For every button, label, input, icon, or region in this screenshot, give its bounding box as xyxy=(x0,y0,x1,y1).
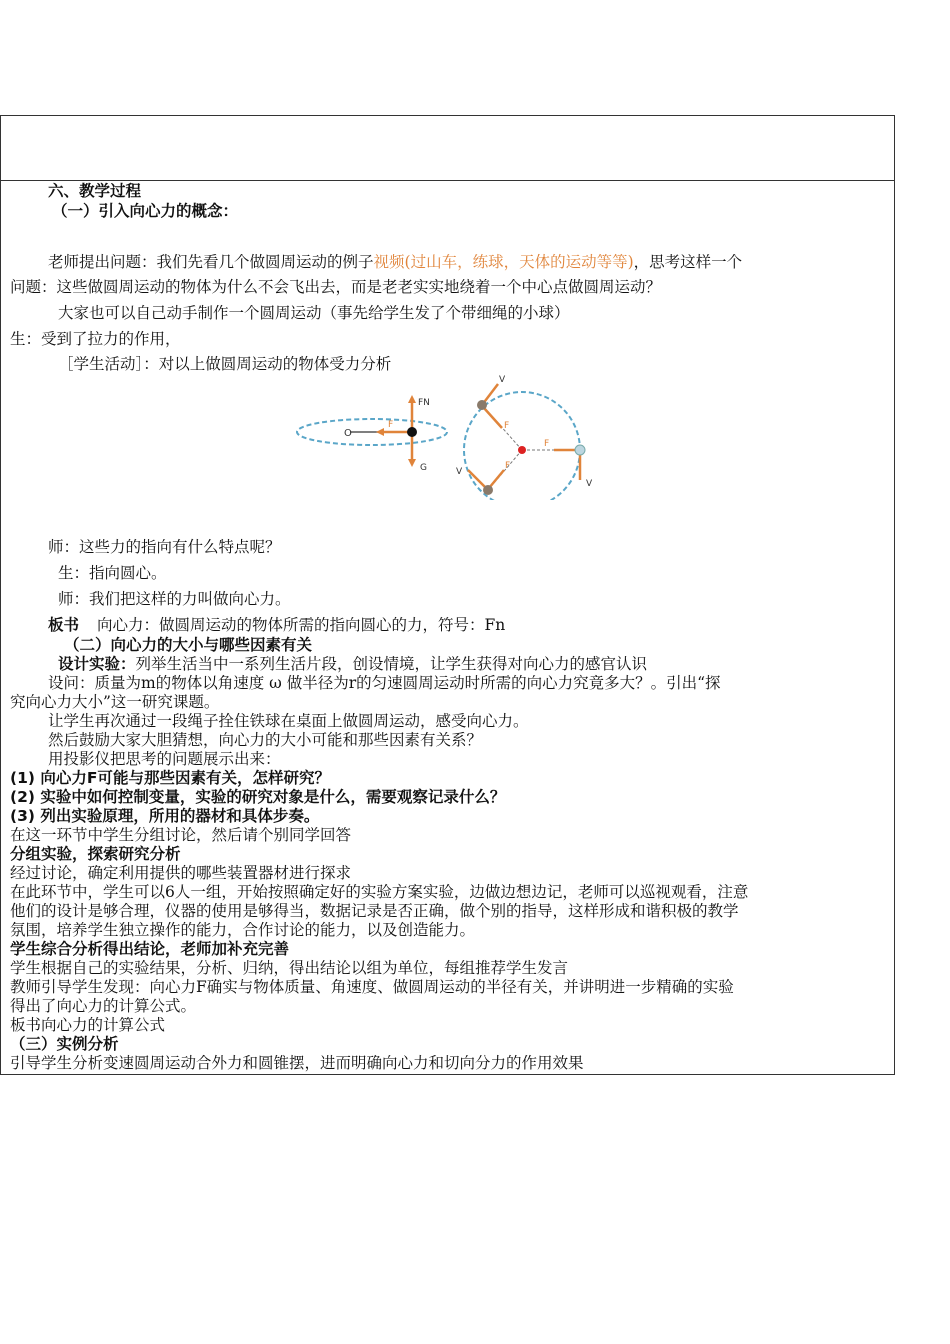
section2-paragraph1: 让学生再次通过一段绳子拴住铁球在桌面上做圆周运动，感受向心力。 xyxy=(48,712,529,730)
design-experiment xyxy=(58,655,647,673)
board-note xyxy=(48,616,505,634)
force-label-2: F xyxy=(544,439,550,449)
question-item-3: (3) 列出实验原理，所用的器材和具体步奏。 xyxy=(10,807,320,825)
tension-label: F xyxy=(388,420,394,430)
section2-paragraph2: 然后鼓励大家大胆猜想，向心力的大小可能和那些因素有关系？ xyxy=(48,731,483,749)
p1-text-end: ，思考这样一个 xyxy=(633,253,743,271)
gravity-arrowhead xyxy=(408,459,416,467)
teacher-question: 师：这些力的指向有什么特点呢？ xyxy=(48,538,281,556)
section1-title: （一）引入向心力的概念： xyxy=(52,202,239,220)
design-label: 设计实验： xyxy=(58,655,136,673)
normal-force-arrowhead xyxy=(408,395,416,403)
force-label-1: F xyxy=(504,421,510,431)
tension-arrowhead xyxy=(376,428,384,436)
design-text: 列举生活当中一系列生活片段，创设情境，让学生获得对向心力的感官认识 xyxy=(135,655,648,673)
section1-paragraph3: 生：受到了拉力的作用， xyxy=(10,330,181,348)
ball-1 xyxy=(477,400,487,410)
section2-paragraph8-line2: 得出了向心力的计算公式。 xyxy=(10,997,197,1015)
force-diagram xyxy=(292,370,612,500)
center-o-label: O xyxy=(344,428,352,439)
section1-paragraph1 xyxy=(48,253,742,271)
question-item-2: (2) 实验中如何控制变量，实验的研究对象是什么，需要观察记录什么？ xyxy=(10,788,506,806)
velocity-label-3: V xyxy=(456,467,463,477)
section2-title: （二）向心力的大小与哪些因素有关 xyxy=(64,636,313,654)
section2-paragraph6-line2: 他们的设计是够合理，仪器的使用是够得当，数据记录是否正确，做个别的指导，这样形成和谐积极的教学 xyxy=(10,902,739,920)
section2-paragraph4: 在这一环节中学生分组讨论，然后请个别同学回答 xyxy=(10,826,352,844)
section2-paragraph6-line1: 在此环节中，学生可以6人一组，开始按照确定好的实验方案实验，边做边想边记，老师可以巡视观看，注意 xyxy=(10,883,749,901)
subheading-group-experiment: 分组实验，探索研究分析 xyxy=(10,845,181,863)
question-item-1: (1) 向心力F可能与那些因素有关，怎样研究？ xyxy=(10,769,330,787)
ball-2 xyxy=(575,445,585,455)
center-point xyxy=(518,446,526,454)
section2-paragraph9: 板书向心力的计算公式 xyxy=(10,1016,166,1034)
section2-paragraph8-line1: 教师引导学生发现：向心力F确实与物体质量、角速度、做圆周运动的半径有关，并讲明进一步精确的实验 xyxy=(10,978,734,996)
section3-paragraph1: 引导学生分析变速圆周运动合外力和圆锥摆，进而明确向心力和切向分力的作用效果 xyxy=(10,1054,584,1072)
board-text: 向心力：做圆周运动的物体所需的指向圆心的力，符号：Fn xyxy=(97,616,506,634)
teacher-statement: 师：我们把这样的力叫做向心力。 xyxy=(58,590,291,608)
force-label-3: F xyxy=(505,461,511,471)
force-arrow-3 xyxy=(489,470,504,488)
ball-3 xyxy=(483,485,493,495)
question-line1: 设问：质量为m的物体以角速度 ω 做半径为r的匀速圆周运动时所需的向心力究竟多大？。引出“探 xyxy=(48,674,721,692)
section3-title: （三）实例分析 xyxy=(10,1035,119,1053)
velocity-label-2: V xyxy=(586,479,593,489)
section2-paragraph7: 学生根据自己的实验结果，分析、归纳，得出结论以组为单位，每组推荐学生发言 xyxy=(10,959,569,977)
student-answer: 生：指向圆心。 xyxy=(58,564,167,582)
section1-paragraph1-line2: 问题：这些做圆周运动的物体为什么不会飞出去，而是老老实实地绕着一个中心点做圆周运动？ xyxy=(10,278,662,296)
section2-paragraph5: 经过讨论，确定利用提供的哪些装置器材进行探求 xyxy=(10,864,352,882)
force-arrow-1 xyxy=(484,408,502,428)
section1-paragraph4: ［学生活动］：对以上做圆周运动的物体受力分析 xyxy=(58,355,392,373)
subheading-conclusion: 学生综合分析得出结论，老师加补充完善 xyxy=(10,940,290,958)
table-divider xyxy=(1,180,894,181)
section1-paragraph2: 大家也可以自己动手制作一个圆周运动（事先给学生发了个带细绳的小球） xyxy=(58,304,570,322)
velocity-label-1: V xyxy=(499,375,506,385)
board-label: 板书 xyxy=(48,616,80,634)
section-heading: 六、教学过程 xyxy=(48,182,142,200)
gravity-label: G xyxy=(420,463,427,473)
section2-paragraph3: 用投影仪把思考的问题展示出来： xyxy=(48,750,281,768)
p1-text: 老师提出问题：我们先看几个做圆周运动的例子 xyxy=(48,253,374,271)
normal-force-label: FN xyxy=(418,398,430,408)
ball xyxy=(407,427,417,437)
section2-paragraph6-line3: 氛围，培养学生独立操作的能力，合作讨论的能力，以及创造能力。 xyxy=(10,921,476,939)
question-line2: 究向心力大小”这一研究课题。 xyxy=(10,693,220,711)
video-highlight: 视频(过山车，练球，天体的运动等等) xyxy=(373,253,634,271)
